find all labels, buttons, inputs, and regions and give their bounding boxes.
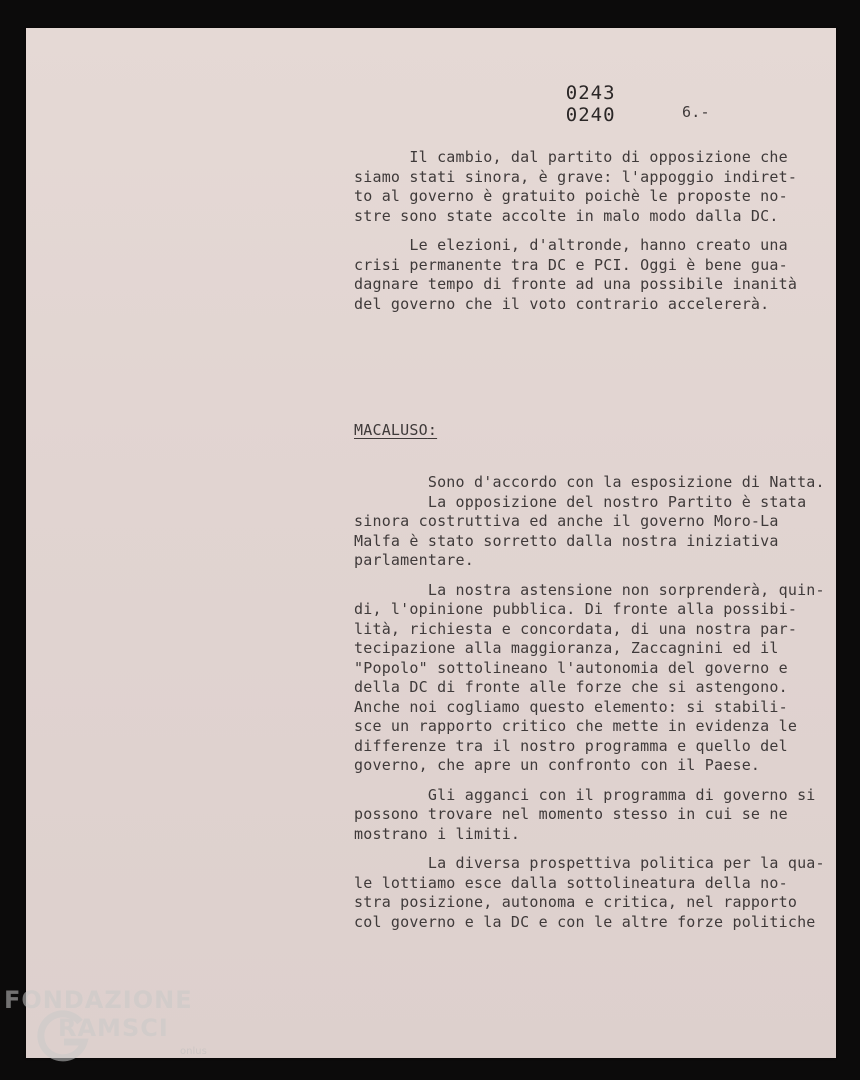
paragraph: La nostra astensione non sorprenderà, quin- di, l'opinione pubblica. Di fronte alla possibi- lità, richiesta e concordata, di una nostra par- tecipazione alla maggioranza, Zaccagnini ed il "Popolo" sottolineano l'autonomia del governo e della DC di fronte alle forze che si astengono. Anche noi cogliamo questo elemento: si stabili- sce un rapporto critico che mette in evidenza le differenze tra il nostro programma e quello del governo, che apre un confronto con il Paese. bbox=[354, 580, 825, 774]
speech-text bbox=[354, 473, 825, 942]
speaker-heading bbox=[354, 421, 437, 441]
page-number: 6.- bbox=[682, 103, 710, 121]
speaker-name: MACALUSO bbox=[354, 421, 428, 439]
watermark-line2: RAMSCI bbox=[58, 1014, 169, 1042]
archive-code-1: 0243 bbox=[565, 82, 616, 104]
speaker-colon: : bbox=[427, 421, 438, 439]
watermark-sub: onlus bbox=[180, 1046, 207, 1057]
paragraph: Le elezioni, d'altronde, hanno creato una crisi permanente tra DC e PCI. Oggi è bene gua- dagnare tempo di fronte ad una possibile inanità del governo che il voto contrario accelererà. bbox=[354, 236, 798, 313]
watermark-logo bbox=[4, 986, 214, 1076]
archive-code bbox=[516, 60, 644, 148]
intro-text bbox=[354, 148, 797, 324]
paragraph: Sono d'accordo con la esposizione di Natta. La opposizione del nostro Partito è stata sinora costruttiva ed anche il governo Moro-La Malfa è stato sorretto dalla nostra iniziativa parlamentare. bbox=[354, 473, 825, 569]
watermark-line1: FONDAZIONE bbox=[4, 986, 193, 1014]
paragraph: La diversa prospettiva politica per la qua- le lottiamo esce dalla sottolineatura della no- stra posizione, autonoma e critica, nel rapporto col governo e la DC e con le altre forze politiche bbox=[354, 854, 825, 931]
paragraph: Il cambio, dal partito di opposizione che siamo stati sinora, è grave: l'appoggio indiret- to al governo è gratuito poichè le proposte no- stre sono state accolte in malo modo dalla DC. bbox=[354, 148, 798, 225]
archive-code-2: 0240 bbox=[565, 104, 616, 126]
paragraph: Gli agganci con il programma di governo si possono trovare nel momento stesso in cui se ne mostrano i limiti. bbox=[354, 785, 816, 843]
